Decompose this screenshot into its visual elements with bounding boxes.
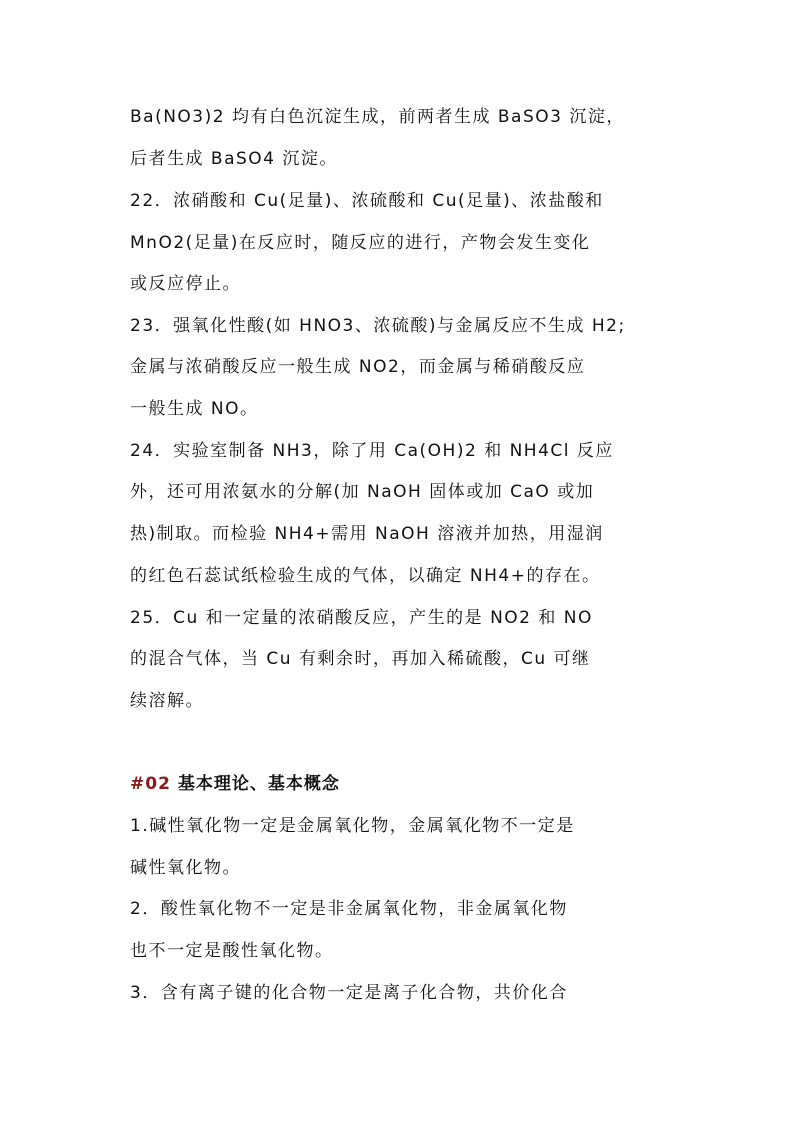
text-line: 也不一定是酸性氧化物。 [130, 941, 334, 961]
text-line: 3．含有离子键的化合物一定是离子化合物，共价化合 [130, 983, 568, 1003]
text-line: Ba(NO3)2 均有白色沉淀生成，前两者生成 BaSO3 沉淀， [130, 107, 625, 127]
text-line: 的混合气体，当 Cu 有剩余时，再加入稀硫酸，Cu 可继 [130, 649, 591, 669]
text-line: 后者生成 BaSO4 沉淀。 [130, 149, 338, 169]
text-line: 22．浓硝酸和 Cu(足量)、浓硫酸和 Cu(足量)、浓盐酸和 [130, 191, 604, 211]
section-heading [130, 773, 340, 795]
text-line: 2．酸性氧化物不一定是非金属氧化物，非金属氧化物 [130, 899, 568, 919]
text-line: 23．强氧化性酸(如 HNO3、浓硫酸)与金属反应不生成 H2; [130, 316, 626, 336]
text-line: 续溶解。 [130, 691, 204, 711]
text-line: 一般生成 NO。 [130, 399, 259, 419]
section-number: #02 [130, 774, 171, 794]
text-line: 碱性氧化物。 [130, 858, 241, 878]
text-line: 24．实验室制备 NH3，除了用 Ca(OH)2 和 NH4Cl 反应 [130, 441, 614, 461]
text-line: 25．Cu 和一定量的浓硝酸反应，产生的是 NO2 和 NO [130, 608, 593, 628]
text-line: 热)制取。而检验 NH4+需用 NaOH 溶液并加热，用湿润 [130, 524, 604, 544]
text-line: MnO2(足量)在反应时，随反应的进行，产物会发生变化 [130, 233, 591, 253]
section-title: 基本理论、基本概念 [170, 774, 340, 794]
text-line: 金属与浓硝酸反应一般生成 NO2，而金属与稀硝酸反应 [130, 357, 586, 377]
text-line: 的红色石蕊试纸检验生成的气体，以确定 NH4+的存在。 [130, 566, 601, 586]
text-line: 1.碱性氧化物一定是金属氧化物，金属氧化物不一定是 [130, 816, 575, 836]
text-line: 外，还可用浓氨水的分解(加 NaOH 固体或加 CaO 或加 [130, 482, 595, 502]
text-line: 或反应停止。 [130, 274, 241, 294]
